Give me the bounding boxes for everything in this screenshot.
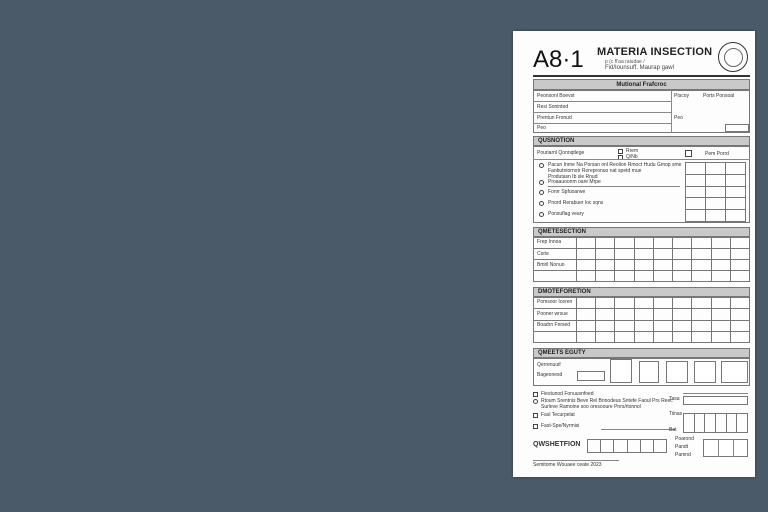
section4-row-label: Qerrenuuif [537,362,561,368]
form-subtitle-small: p (c fl'aa raiudae / [605,59,645,65]
header-row-label: Prentun Fronud [537,115,572,121]
section-title: QUSNOTION [533,136,750,146]
signature-label: QWSHETFION [533,441,581,448]
form-header-bar: Mutional Frafcroc [533,79,750,90]
section4-right-label: Tasa [669,396,680,402]
section3-row-label: Pooner wrsue [537,311,568,317]
header-row-label: Resi Soninted [537,104,569,110]
section1-item: Fonrr Spfuoarwe [548,189,586,195]
section4-option: Surleve Ramoine soo oresooure Pnrs/rtsnnol [541,404,641,410]
section4-row-label: Bageonesd [537,372,563,378]
option-checkbox[interactable] [533,413,538,418]
section-title: DMOTEFORETION [533,287,750,297]
section2-table[interactable] [533,237,750,282]
item-radio[interactable] [539,190,544,195]
header-entry-box[interactable] [725,124,749,132]
section4-grid[interactable] [683,413,748,433]
item-radio[interactable] [539,212,544,217]
section1-item: Pacun Inrne Na Porsan onl Reolion Rmoct Hudu Gmop sme [548,162,682,168]
header-divider [533,75,750,77]
item-radio[interactable] [539,201,544,206]
option-b-label: Q/Nb [626,154,638,160]
section4-option: Fasl Tecurpelat [541,412,575,418]
section1-item: Pnord Rerabuer loc sqns [548,200,604,206]
option-checkbox[interactable] [533,424,538,429]
entry-box[interactable] [639,361,659,383]
section1-grid[interactable] [685,162,746,222]
section4-right-label: Bat [669,427,677,433]
section4-option: Fast-Spe/Nyrmisi [541,423,580,429]
signature-right-label: Poarond [675,436,694,442]
header-row-label: Peonsonl Boevst [537,93,575,99]
option-a-label: Rrem [626,148,639,154]
section-title: QMETESECTION [533,227,750,237]
header-row-label: Peo [537,125,546,131]
section1-item: Ponsuflag veary [548,211,584,217]
section4-option: Fiestunod Fonuusnfoed [541,391,594,397]
section1-right-label: Pem Porrd [705,151,729,157]
inspection-form-document [513,31,755,477]
section2-row-label: Bmril Nonuo [537,262,565,268]
section-title: QMEETS EGUTY [533,348,750,358]
entry-box[interactable] [577,371,605,381]
signature-right-label: Pamnd [675,452,691,458]
section3-row-label: Pomsoor Iceren [537,299,573,305]
section1-label: Pouriarnl Qonnqtlege [537,150,585,156]
section4-option: Rtoum Srentnis Beve Rel Bnnodeus Sntefe Faoul Prs Reec [541,398,673,404]
option-checkbox[interactable] [533,392,538,397]
section4-right-label: Tiinas [669,411,683,417]
entry-box[interactable] [683,396,748,405]
entry-box[interactable] [694,361,716,383]
item-radio[interactable] [539,163,544,168]
section2-row-label: Corie [537,251,549,257]
form-title: MATERIA INSECTION [597,46,713,58]
section1-item: Fanbutniornotr Rorepronuo nat spetd mue [548,168,642,174]
header-right-label: Peo [674,115,683,121]
entry-box[interactable] [666,361,688,383]
section2-row-label: Frep Innoa [537,239,562,245]
entry-box[interactable] [610,359,632,383]
signature-grid[interactable] [587,439,667,453]
header-right-label: Ptscoy [674,93,690,99]
signature-box[interactable] [703,439,748,457]
option-a-checkbox[interactable] [618,149,623,154]
form-subtitle: Fid/Iounsuff. Maurap gawl [605,65,674,71]
section1-checkbox[interactable] [685,150,692,157]
section1-item: Produtasn Ib sle Rnud [548,174,598,180]
header-right-label: Ports Ponsoal [703,93,735,99]
section1-item: Proaauoonm oare Mrpe [548,179,601,185]
option-radio[interactable] [533,399,538,404]
form-code: A8·1 [533,46,584,73]
official-seal-icon [718,42,748,72]
entry-box[interactable] [721,361,748,383]
signature-right-label: Pandt [675,444,689,450]
section3-row-label: Boadrn Fnrsed [537,322,571,328]
footer-text: Semitome Wouaee ceate 2023 [533,462,602,468]
item-radio[interactable] [539,180,544,185]
